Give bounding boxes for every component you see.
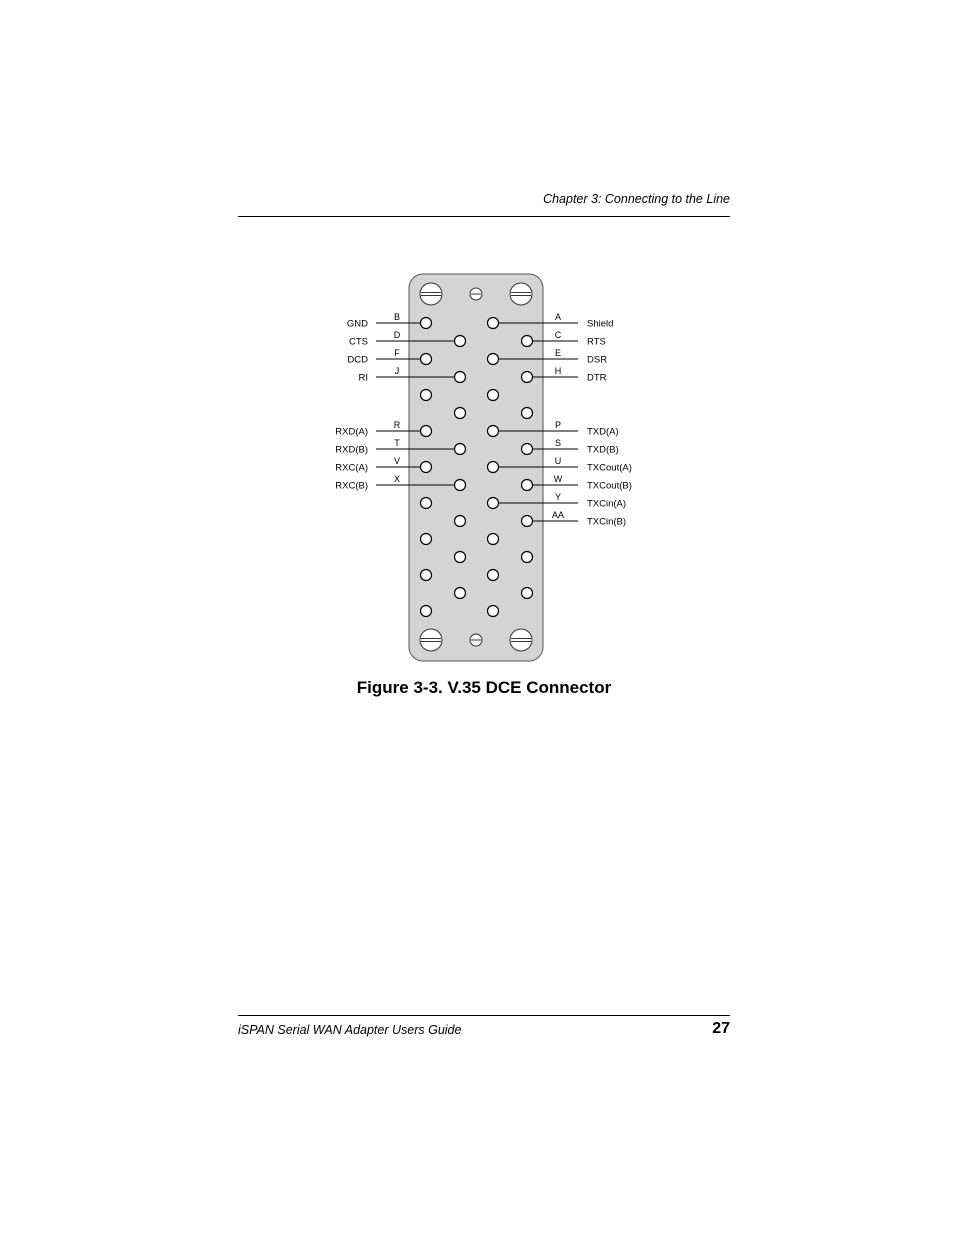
footer-title: iSPAN Serial WAN Adapter Users Guide — [238, 1023, 462, 1037]
footer-rule — [238, 1015, 730, 1016]
signal-name-label: TXCout(A) — [587, 462, 632, 474]
pin-circle — [421, 390, 432, 401]
signal-name-label: DTR — [587, 372, 607, 384]
signal-name-label: TXD(A) — [587, 426, 619, 438]
pin-letter-label: C — [554, 330, 562, 340]
pin-circle — [522, 516, 533, 527]
chapter-header: Chapter 3: Connecting to the Line — [543, 192, 730, 206]
pin-letter-label: E — [554, 348, 562, 358]
pin-letter-label: J — [394, 366, 400, 376]
pin-letter-label: W — [553, 474, 563, 484]
pin-circle — [522, 444, 533, 455]
pin-circle — [522, 336, 533, 347]
pin-letter-label: V — [393, 456, 401, 466]
pin-letter-label: B — [393, 312, 401, 322]
pin-letter-label: X — [393, 474, 401, 484]
pin-letter-label: H — [554, 366, 562, 376]
pin-circle — [421, 462, 432, 473]
signal-name-label: GND — [346, 318, 368, 330]
signal-name-label: RXC(B) — [335, 480, 368, 492]
signal-name-label: RXD(A) — [335, 426, 368, 438]
pin-letter-label: T — [394, 438, 400, 448]
screw-icon — [420, 629, 442, 651]
pin-circle — [522, 552, 533, 563]
figure-caption: Figure 3-3. V.35 DCE Connector — [356, 678, 612, 697]
pin-letter-label: Y — [554, 492, 562, 502]
pin-letter-label: A — [554, 312, 562, 322]
pin-letter-label: AA — [551, 510, 565, 520]
pin-circle — [455, 552, 466, 563]
page-number: 27 — [712, 1020, 730, 1037]
pin-circle — [488, 426, 499, 437]
pin-circle — [488, 354, 499, 365]
pin-circle — [488, 498, 499, 509]
signal-name-label: DSR — [587, 354, 608, 366]
pin-circle — [488, 318, 499, 329]
pin-circle — [488, 534, 499, 545]
signal-name-label: DCD — [347, 354, 368, 366]
signal-name-label: RXD(B) — [335, 444, 368, 456]
pin-circle — [455, 444, 466, 455]
pin-circle — [522, 480, 533, 491]
pin-circle — [421, 426, 432, 437]
pin-circle — [421, 354, 432, 365]
pin-circle — [421, 534, 432, 545]
pin-circle — [455, 480, 466, 491]
signal-name-label: RXC(A) — [335, 462, 368, 474]
signal-name-label: RTS — [587, 336, 606, 348]
screw-icon — [420, 283, 442, 305]
pin-letter-label: P — [554, 420, 562, 430]
screw-icon — [510, 629, 532, 651]
pin-circle — [522, 408, 533, 419]
pin-circle — [522, 588, 533, 599]
pin-circle — [421, 606, 432, 617]
pin-circle — [488, 570, 499, 581]
pin-letter-label: F — [394, 348, 400, 358]
pin-letter-label: R — [393, 420, 401, 430]
pin-circle — [455, 588, 466, 599]
pin-circle — [455, 336, 466, 347]
pin-circle — [488, 462, 499, 473]
pin-letter-label: U — [554, 456, 562, 466]
pin-circle — [455, 516, 466, 527]
signal-name-label: CTS — [349, 336, 368, 348]
pin-circle — [421, 318, 432, 329]
pin-letter-label: D — [393, 330, 401, 340]
pin-circle — [488, 390, 499, 401]
pin-circle — [455, 408, 466, 419]
pin-letter-label: S — [554, 438, 562, 448]
signal-name-label: TXD(B) — [587, 444, 619, 456]
signal-name-label: TXCin(B) — [587, 516, 627, 528]
screw-icon — [510, 283, 532, 305]
signal-name-label: RI — [358, 372, 368, 384]
signal-name-label: TXCout(B) — [587, 480, 632, 492]
pin-circle — [488, 606, 499, 617]
signal-name-label: TXCin(A) — [587, 498, 627, 510]
pin-circle — [421, 570, 432, 581]
pin-circle — [455, 372, 466, 383]
pin-circle — [421, 498, 432, 509]
pin-circle — [522, 372, 533, 383]
signal-name-label: Shield — [587, 318, 614, 330]
